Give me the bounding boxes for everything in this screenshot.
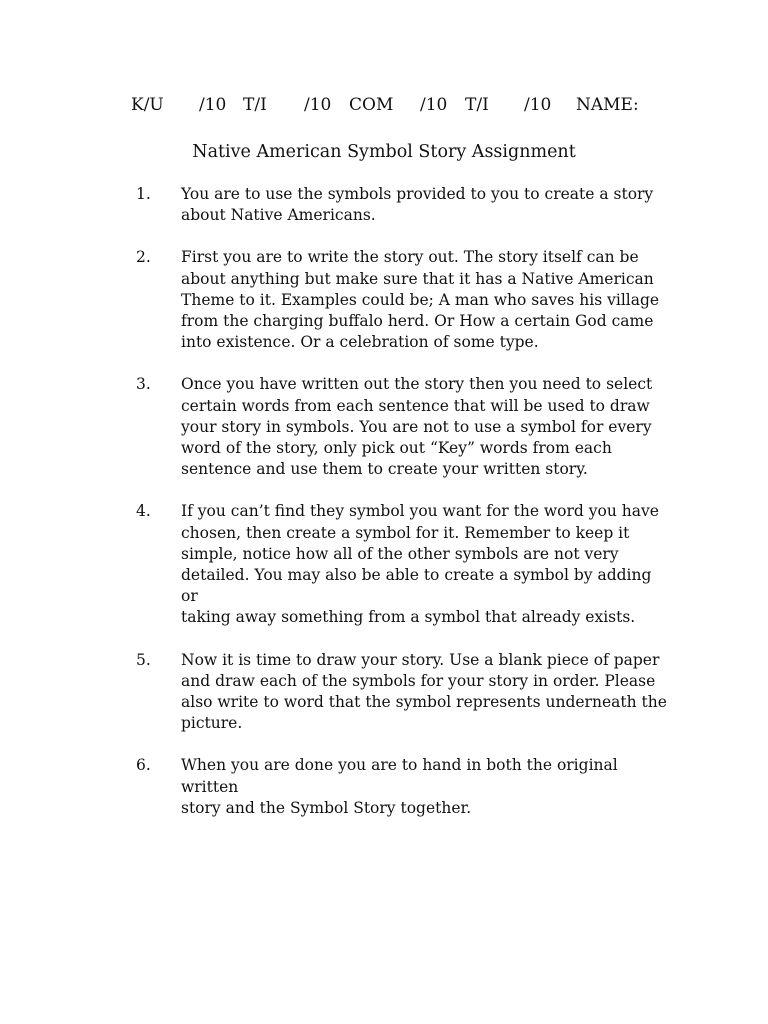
marks-header [131,95,728,119]
item-text: You are to use the symbols provided to you to create a story about Native Americans. [181,185,654,225]
mark-ti-label: T/I [243,95,267,115]
item-number: 5. [136,650,151,669]
item-number: 4. [136,502,151,521]
instructions-list [0,184,768,840]
item-number: 3. [136,375,151,394]
mark-ku-score: /10 [199,95,227,115]
mark-ti-score: /10 [304,95,332,115]
page-title: Native American Symbol Story Assignment [192,142,576,162]
mark-com-label: COM [349,95,394,115]
list-item [0,374,768,480]
list-item [0,650,768,735]
mark-ku-label: K/U [131,95,164,115]
item-text: First you are to write the story out. The story itself can be about anything but make sure that it has a Native American Theme to it. Examples could be; A man who saves his village from the charging buffalo herd. Or How a certain God came into existence. Or a celebration of some type. [181,248,660,352]
item-text: When you are done you are to hand in both the original written story and the Symbol Story together. [181,756,618,817]
mark-com-score: /10 [420,95,448,115]
item-text: Once you have written out the story then you need to select certain words from each sentence that will be used to draw your story in symbols. You are not to use a symbol for every word of the story, only pick out “Key” words from each sentence and use them to create your written story. [181,375,653,479]
mark-ti2-score: /10 [524,95,552,115]
list-item [0,755,768,819]
list-item [0,247,768,353]
item-number: 1. [136,185,151,203]
list-item [0,501,768,628]
item-number: 6. [136,756,151,775]
item-text: Now it is time to draw your story. Use a blank piece of paper and draw each of the symbols for your story in order. Please also write to word that the symbol represents underneath the picture. [181,650,667,733]
mark-ti2-label: T/I [465,95,489,115]
mark-name-label: NAME: [576,95,639,115]
item-number: 2. [136,248,151,267]
item-text: If you can’t find they symbol you want for the word you have chosen, then create a symbol for it. Remember to keep it simple, notice how all of the other symbols are not very detailed. You may also be able to create a symbol by adding or taking away something from a symbol that already exists. [181,502,659,627]
list-item [0,184,768,226]
